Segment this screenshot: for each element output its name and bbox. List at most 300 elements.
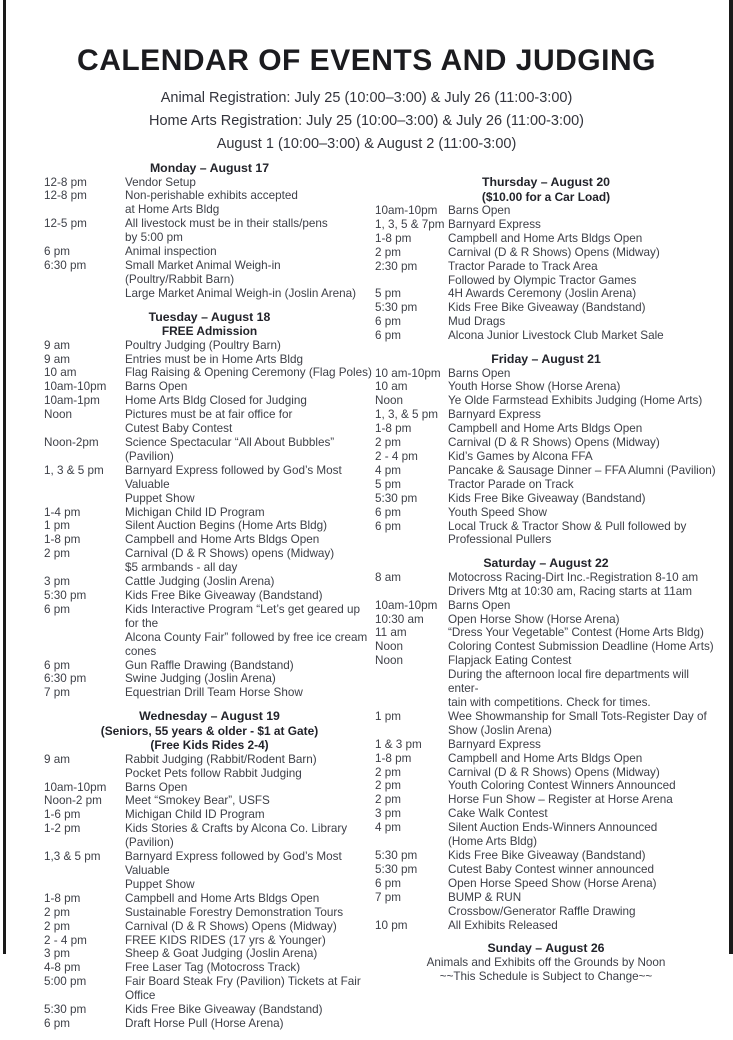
event-time: 2 pm [375,765,401,779]
event-time: 2:30 pm [375,259,418,273]
registration-info [0,87,733,156]
event-row [375,807,717,821]
event-description [125,672,375,686]
schedule-column-right [375,161,717,1040]
event-time: Noon [44,408,72,422]
event-time: 1-2 pm [44,822,81,836]
event-description [125,961,375,975]
section-title: Sunday – August 26 [487,941,605,956]
event-row [375,329,717,343]
event-description [448,260,717,288]
event-row [375,599,717,613]
event-description-line: Equestrian Drill Team Horse Show [125,686,303,700]
event-row [44,753,375,781]
event-time: 6 pm [375,519,401,533]
event-time: 1 pm [44,519,70,533]
event-description [448,599,717,613]
event-description [125,850,375,892]
day-section [44,709,375,1031]
event-row [44,575,375,589]
event-description [125,408,375,436]
event-description-line: Cattle Judging (Joslin Arena) [125,575,275,589]
event-row [375,766,717,780]
event-description-line: Poultry Judging (Poultry Barn) [125,338,281,352]
event-description-line: Campbell and Home Arts Bldgs Open [448,422,643,436]
event-description-line: Entries must be in Home Arts Bldg [125,352,303,366]
event-description-line: Cutest Baby Contest winner announced [448,862,654,876]
scan-edge-left [3,0,6,954]
event-description [448,367,717,381]
event-description-line: Barns Open [448,204,511,217]
event-description-line: 4H Awards Ceremony (Joslin Arena) [448,287,637,301]
section-subheader: FREE Admission [161,324,258,339]
event-description-line: Free Laser Tag (Motocross Track) [125,961,301,975]
day-section [44,161,375,301]
event-time: 5:30 pm [375,301,418,315]
event-description [448,626,717,640]
event-row [375,863,717,877]
event-row [44,808,375,822]
event-description-line: (Pavilion) [125,836,174,850]
event-row [375,436,717,450]
event-description [448,436,717,450]
section-title: Monday – August 17 [149,161,270,175]
event-row [375,287,717,301]
event-description [448,380,717,394]
event-description-line: Horse Fun Show – Register at Horse Arena [448,793,673,807]
event-description-line: During the afternoon local fire departments will enter- [448,668,690,696]
event-time: 2 - 4 pm [44,933,87,947]
event-time: 4-8 pm [44,961,81,975]
event-time: 6 pm [44,1016,70,1030]
event-description-line: Rabbit Judging (Rabbit/Rodent Barn) [125,752,317,766]
event-row [44,176,375,190]
event-description [448,766,717,780]
event-row [44,189,375,217]
event-time: 10am-10pm [375,204,438,217]
event-time: Noon [375,394,403,408]
event-time: 6:30 pm [44,258,87,272]
event-time: 12-8 pm [44,175,87,189]
event-description [448,779,717,793]
event-description [448,329,717,343]
event-description [125,464,375,506]
event-description [125,753,375,781]
event-description [448,863,717,877]
section-title: Friday – August 21 [491,352,601,367]
event-description-line: Kid’s Games by Alcona FFA [448,450,593,463]
event-time: 12-5 pm [44,217,87,231]
event-description [448,520,717,548]
event-description-line: Sheep & Goat Judging (Joslin Arena) [125,947,318,961]
event-time: 1 pm [375,709,401,723]
event-description-line: Youth Horse Show (Horse Arena) [448,380,621,394]
event-description [125,217,375,245]
section-note: ~~This Schedule is Subject to Change~~ [439,970,653,984]
event-time: 1-4 pm [44,505,81,519]
event-description-line: Campbell and Home Arts Bldgs Open [125,533,320,547]
event-description [448,506,717,520]
section-title: Tuesday – August 18 [148,309,271,324]
event-description-line: Kids Stories & Crafts by Alcona Co. Library [125,822,348,836]
event-row [375,367,717,381]
event-row [375,919,717,933]
event-description [448,450,717,464]
event-description-line: Open Horse Show (Horse Arena) [448,612,620,626]
event-row [44,920,375,934]
event-description [448,752,717,766]
event-row [44,217,375,245]
event-row [375,752,717,766]
event-description [448,793,717,807]
event-description-line: Swine Judging (Joslin Arena) [125,672,276,686]
event-description-line: Kids Free Bike Giveaway (Bandstand) [125,588,323,602]
event-row [375,793,717,807]
event-description [448,408,717,422]
day-section [375,175,717,343]
event-row [375,394,717,408]
event-time: 10 am [375,380,408,394]
section-subheader: (Seniors, 55 years & older - $1 at Gate) [100,723,319,738]
event-time: 6 pm [375,876,401,890]
event-description-line: Puppet Show [125,877,195,891]
event-description-line: Wee Showmanship for Small Tots-Register Day of [448,709,707,723]
event-description [125,892,375,906]
event-description-line: Sustainable Forestry Demonstration Tours [125,905,344,919]
section-subheader: ($10.00 for a Car Load) [481,189,611,204]
event-description [448,654,717,710]
event-description [448,287,717,301]
event-row [375,422,717,436]
event-description [125,1003,375,1017]
event-row [44,408,375,436]
event-description-line: Professional Pullers [448,533,552,547]
event-time: 6 pm [375,329,401,343]
event-row [375,738,717,752]
event-description-line: Kids Free Bike Giveaway (Bandstand) [448,848,646,862]
event-row [44,850,375,892]
event-description-line: Michigan Child ID Program [125,505,265,519]
scan-edge-right [729,0,733,954]
section-title: Saturday – August 22 [483,556,609,571]
event-row [375,849,717,863]
event-row [44,603,375,659]
event-time: 5:30 pm [375,848,418,862]
event-time: 2 - 4 pm [375,450,418,463]
event-time: 2 pm [375,245,401,259]
event-row [44,906,375,920]
event-row [375,380,717,394]
event-description [125,822,375,850]
event-description-line: Tractor Parade on Track [448,477,574,491]
event-time: 6 pm [44,245,70,259]
event-description [125,659,375,673]
event-time: 4 pm [375,463,401,477]
event-description [125,947,375,961]
event-row [44,366,375,380]
event-description-line: Flag Raising & Opening Ceremony (Flag Poles) [125,366,372,380]
event-time: 8 am [375,570,401,584]
event-description [125,781,375,795]
event-description [448,710,717,738]
event-description [448,738,717,752]
event-time: 5:30 pm [375,862,418,876]
event-time: 10am-10pm [44,780,107,794]
event-description-line: $5 armbands - all day [125,561,238,575]
event-description [448,919,717,933]
event-description-line: Home Arts Bldg Closed for Judging [125,394,307,408]
event-row [44,353,375,367]
event-description-line: Tractor Parade to Track Area [448,259,598,273]
event-row [44,1003,375,1017]
event-description [125,808,375,822]
event-description-line: Michigan Child ID Program [125,808,265,822]
event-description [448,204,717,218]
registration-line-animal: Animal Registration: July 25 (10:00–3:00) & July 26 (11:00-3:00) [160,90,573,106]
event-description-line: FREE KIDS RIDES (17 yrs & Younger) [125,933,326,947]
event-row [375,571,717,599]
event-description [125,975,375,1003]
event-row [44,589,375,603]
event-time: 12-8 pm [44,189,87,203]
event-description [125,934,375,948]
event-description [125,1017,375,1031]
event-description-line: Fair Board Steak Fry (Pavilion) Tickets at Fair Office [125,975,361,1003]
event-row [375,260,717,288]
event-description [448,422,717,436]
event-time: 10am-1pm [44,394,100,408]
event-description-line: Coloring Contest Submission Deadline (Home Arts) [448,640,714,654]
event-time: Noon [375,654,403,668]
schedule-columns [0,161,733,1040]
event-description-line: Campbell and Home Arts Bldgs Open [448,231,643,245]
event-description-line: Carnival (D & R Shows) Opens (Midway) [448,436,660,450]
event-time: 1-8 pm [44,891,81,905]
day-section [375,941,717,985]
event-row [44,822,375,850]
event-description-line: All Exhibits Released [448,918,558,932]
event-time: 1,3 & 5 pm [44,850,101,864]
event-row [44,547,375,575]
event-row [44,961,375,975]
event-description-line: tain with competitions. Check for times. [448,696,651,709]
event-description-line: Ye Olde Farmstead Exhibits Judging (Home Arts) [448,394,703,408]
event-description [125,380,375,394]
event-description-line: Motocross Racing-Dirt Inc.-Registration 8-10 am [448,570,699,584]
day-section [375,352,717,547]
event-row [44,794,375,808]
event-row [44,464,375,506]
event-description-line: Open Horse Speed Show (Horse Arena) [448,876,657,890]
event-description-line: Small Market Animal Weigh-in [125,258,281,272]
event-description [448,218,717,232]
event-time: Noon [375,640,403,654]
event-time: 1-8 pm [44,533,81,547]
event-description [448,478,717,492]
event-description-line: Campbell and Home Arts Bldgs Open [125,891,320,905]
event-description [448,394,717,408]
event-description-line: Campbell and Home Arts Bldgs Open [448,751,643,765]
event-description [448,492,717,506]
event-time: 1 & 3 pm [375,737,422,751]
event-description-line: Barnyard Express followed by God’s Most Valuable [125,463,342,491]
event-time: 10am-10pm [375,598,438,612]
event-row [375,478,717,492]
event-description-line: Science Spectacular “All About Bubbles” (Pavilion) [125,436,335,463]
event-description-line: Kids Free Bike Giveaway (Bandstand) [125,1003,323,1017]
event-description-line: Barnyard Express [448,217,541,231]
event-description [125,794,375,808]
event-row [44,436,375,464]
event-description-line: Carnival (D & R Shows) Opens (Midway) [125,919,337,933]
event-description-line: Barnyard Express [448,737,541,751]
event-description-line: Vendor Setup [125,175,196,189]
event-description-line: Silent Auction Ends-Winners Announced [448,821,658,835]
event-time: 2 pm [375,793,401,807]
event-row [44,686,375,700]
event-row [375,640,717,654]
event-time: 3 pm [375,807,401,821]
event-description-line: Cake Walk Contest [448,807,548,821]
event-description-line: Gun Raffle Drawing (Bandstand) [125,658,294,672]
event-description [125,245,375,259]
event-description-line: Silent Auction Begins (Home Arts Bldg) [125,519,328,533]
event-row [375,464,717,478]
event-time: 6 pm [375,505,401,519]
event-row [375,506,717,520]
event-description-line: Pictures must be at fair office for [125,408,293,422]
event-row [44,659,375,673]
event-description [448,571,717,599]
event-row [375,232,717,246]
event-time: 2 pm [375,436,401,450]
event-time: 6 pm [44,658,70,672]
event-description [125,259,375,301]
event-description [125,506,375,520]
event-row [44,245,375,259]
event-description [125,176,375,190]
event-time: 5 pm [375,477,401,491]
event-time: 5 pm [375,287,401,301]
event-description-line: (Home Arts Bldg) [448,835,537,849]
event-row [44,934,375,948]
event-row [44,394,375,408]
event-time: 2 pm [44,905,70,919]
event-description-line: Barns Open [125,780,188,794]
event-row [375,301,717,315]
event-description-line: Barnyard Express [448,408,541,422]
event-time: 1, 3, 5 & 7pm [375,217,445,231]
event-row [44,533,375,547]
event-row [44,339,375,353]
event-time: 5:00 pm [44,975,87,989]
event-description-line: Flapjack Eating Contest [448,654,572,668]
event-description-line: at Home Arts Bldg [125,203,220,217]
event-time: 1-8 pm [375,751,412,765]
event-description-line: Carnival (D & R Shows) opens (Midway) [125,547,335,561]
event-time: 10 am [44,366,77,380]
event-description-line: Followed by Olympic Tractor Games [448,273,637,287]
event-description-line: All livestock must be in their stalls/pens [125,217,328,231]
event-description-line: Mud Drags [448,315,506,329]
event-description [448,807,717,821]
event-description [125,686,375,700]
event-description-line: Non-perishable exhibits accepted [125,189,298,203]
event-description-line: Kids Interactive Program “Let’s get geared up for the [125,602,360,630]
event-description-line: Animal inspection [125,245,217,259]
event-description-line: “Dress Your Vegetable” Contest (Home Arts Bldg) [448,626,704,640]
event-description [448,877,717,891]
event-row [44,781,375,795]
event-row [375,204,717,218]
event-description-line: Barns Open [448,598,511,612]
event-description-line: by 5:00 pm [125,231,183,245]
event-description-line: Barnyard Express followed by God’s Most Valuable [125,850,342,877]
event-time: 10am-10pm [44,380,107,394]
event-description [448,301,717,315]
event-description-line: (Poultry/Rabbit Barn) [125,272,235,286]
event-row [375,877,717,891]
event-description-line: Show (Joslin Arena) [448,723,552,737]
event-description [448,464,717,478]
event-time: 9 am [44,352,70,366]
event-time: 6 pm [375,315,401,329]
page-title: CALENDAR OF EVENTS AND JUDGING [77,44,656,77]
event-description-line: Draft Horse Pull (Horse Arena) [125,1016,284,1030]
event-time: 2 pm [44,547,70,561]
event-description [448,849,717,863]
event-row [375,891,717,919]
event-description-line: Meet “Smokey Bear”, USFS [125,794,270,808]
event-description [125,533,375,547]
event-description-line: Barns Open [125,380,188,394]
event-time: 1-6 pm [44,808,81,822]
event-row [375,520,717,548]
event-description [448,821,717,849]
event-time: 9 am [44,752,70,766]
event-description-line: Drivers Mtg at 10:30 am, Racing starts at 11am [448,584,693,598]
event-description [125,436,375,464]
event-row [44,672,375,686]
event-time: 11 am [375,626,407,640]
event-description-line: Carnival (D & R Shows) Opens (Midway) [448,245,660,259]
event-description [125,589,375,603]
event-description-line: Barns Open [448,366,511,380]
event-row [375,779,717,793]
event-description-line: Kids Free Bike Giveaway (Bandstand) [448,491,646,505]
event-time: 3 pm [44,575,70,589]
event-description [125,575,375,589]
event-description [125,189,375,217]
section-title: Thursday – August 20 [481,175,610,189]
schedule-column-left [44,161,375,1040]
event-description [125,394,375,408]
event-row [44,259,375,301]
event-row [375,626,717,640]
event-time: 1, 3, & 5 pm [375,408,439,422]
day-section [44,310,375,701]
event-row [375,218,717,232]
event-time: 1, 3 & 5 pm [44,463,104,477]
event-time: 10 pm [375,918,408,932]
event-description [125,547,375,575]
event-row [375,821,717,849]
event-description [448,891,717,919]
event-description [125,366,375,380]
event-row [44,947,375,961]
event-description [448,232,717,246]
event-time: 2 pm [44,919,70,933]
